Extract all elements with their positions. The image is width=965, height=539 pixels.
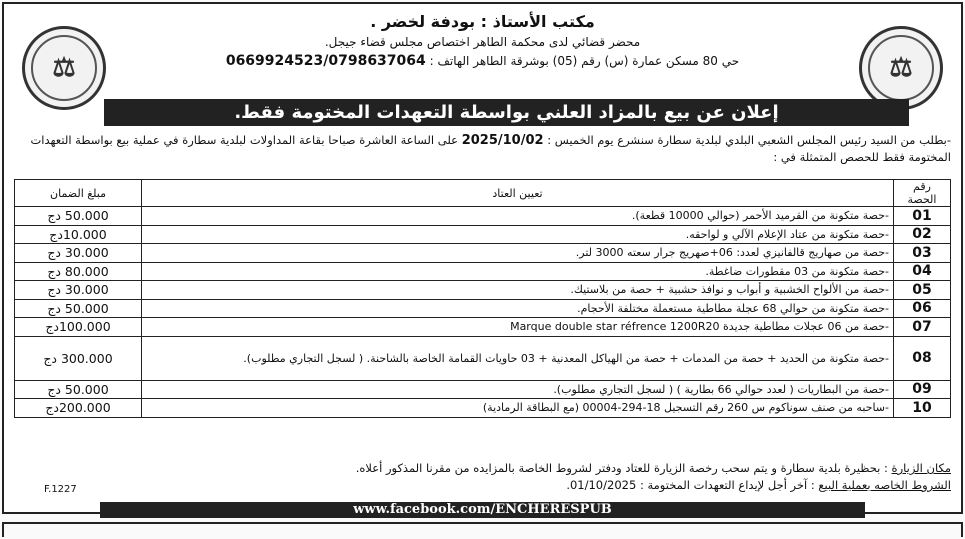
lot-number: 01	[894, 207, 951, 226]
lot-description: -حصة متكونة من الحديد + حصة من المدمات + حصة من الهياكل المعدنية + 03 حاويات القمامة الخاصة بالشاحنة. ( لسجل التجاري مطلوب).	[142, 336, 894, 380]
table-row	[15, 336, 951, 380]
office-name: مكتب الأستاذ : بودفة لخضر .	[370, 12, 595, 31]
bailiff-seal-left	[22, 26, 106, 110]
address-text: حي 80 مسكن عمارة (س) رقم (05) بوشرقة الطاهر الهاتف :	[429, 54, 740, 68]
lot-number: 09	[894, 380, 951, 399]
lot-description: -حصة من صهاريج قالفانيزي لعدد: 06+صهريج جرار سعته 3000 لتر.	[142, 244, 894, 263]
scales-of-justice-icon: ⚖	[31, 35, 97, 101]
lot-number: 05	[894, 281, 951, 300]
office-subtitle: محضر قضائي لدى محكمة الطاهر اختصاص مجلس قضاء جيجل.	[324, 35, 641, 49]
lot-description: -حصة من الألواح الخشبية و أبواب و نوافذ حشبية + حصة من بلاستيك.	[142, 281, 894, 300]
guarantee-amount: 50.000 دج	[15, 299, 142, 318]
announcement-page	[2, 2, 963, 514]
lot-description: -حصة متكونة من عتاد الإعلام الآلي و لواحقه.	[142, 225, 894, 244]
office-address	[114, 53, 851, 69]
table-header-row	[15, 180, 951, 207]
scales-of-justice-icon: ⚖	[868, 35, 934, 101]
visit-text: : بحظيرة بلدية سطارة و يتم سحب رخصة الزيارة للعتاد ودفتر لشروط الخاصة بالمزايده من مقرنا المذكور أعلاه.	[355, 461, 888, 475]
guarantee-amount: 200.000دج	[15, 399, 142, 418]
lot-number: 02	[894, 225, 951, 244]
lot-description: -حصة متكونة من القرميد الأحمر (حوالي 10000 قطعة).	[142, 207, 894, 226]
auction-date: 2025/10/02	[461, 133, 544, 148]
lot-number: 03	[894, 244, 951, 263]
lot-description: -حصة من 06 عجلات مطاطية جديدة Marque double star réfrence 1200R20	[142, 318, 894, 337]
intro-paragraph	[14, 132, 951, 166]
lot-description: -حصة متكونة من حوالي 68 عجلة مطاطية مستعملة مختلفة الأحجام.	[142, 299, 894, 318]
guarantee-amount: 10.000دج	[15, 225, 142, 244]
next-notice-border	[2, 522, 963, 537]
table-row	[15, 380, 951, 399]
guarantee-amount: 30.000 دج	[15, 281, 142, 300]
guarantee-amount: 50.000 دج	[15, 207, 142, 226]
guarantee-amount: 30.000 دج	[15, 244, 142, 263]
office-header	[114, 10, 851, 69]
visit-location-line	[14, 460, 951, 477]
table-row	[15, 262, 951, 281]
table-row	[15, 207, 951, 226]
table-row	[15, 244, 951, 263]
guarantee-amount: 300.000 دج	[15, 336, 142, 380]
table-row	[15, 299, 951, 318]
website-link[interactable]: www.facebook.com/ENCHERESPUB	[100, 502, 865, 518]
lot-description: -ساحبه من صنف سوناكوم س 260 رقم التسجيل 18-294-00004 (مع البطاقة الرمادية)	[142, 399, 894, 418]
lot-number: 06	[894, 299, 951, 318]
table-row	[15, 399, 951, 418]
lot-number: 04	[894, 262, 951, 281]
auction-banner: إعلان عن بيع بالمزاد العلني بواسطة التعهدات المختومة فقط.	[104, 99, 909, 126]
lot-description: -حصة متكونة من 03 مقطورات ضاغطة.	[142, 262, 894, 281]
phone-numbers: 0669924523/0798637064	[225, 53, 426, 69]
intro-part1: -بطلب من السيد رئيس المجلس الشعبي البلدي لبلدية سطارة سنشرع يوم الخميس :	[547, 133, 951, 147]
table-row	[15, 281, 951, 300]
lots-table	[14, 179, 951, 418]
guarantee-amount: 100.000دج	[15, 318, 142, 337]
guarantee-amount: 80.000 دج	[15, 262, 142, 281]
intro-part2: على الساعة العاشرة صباحا بقاعة المداولات لبلدية سطارة في عملية بيع بواسطة التعهدات المختومة فقط للحصص المتمثلة في :	[30, 133, 951, 164]
conditions-line	[14, 477, 951, 494]
lot-description: -حصة من البطاريات ( لعدد حوالي 66 بطارية ) ( لسجل التجاري مطلوب).	[142, 380, 894, 399]
table-row	[15, 225, 951, 244]
conditions-label: الشروط الخاصه بعملية البيع	[818, 478, 951, 492]
header-lot-number: رقم الحصة	[894, 180, 951, 207]
header-description: تعيين العتاد	[142, 180, 894, 207]
lot-number: 07	[894, 318, 951, 337]
guarantee-amount: 50.000 دج	[15, 380, 142, 399]
header-guarantee-amount: مبلغ الضمان	[15, 180, 142, 207]
submission-deadline: 01/10/2025.	[566, 478, 637, 492]
footer-notes	[14, 460, 951, 494]
table-row	[15, 318, 951, 337]
visit-label: مكان الزيارة	[891, 461, 951, 475]
reference-code: F.1227	[44, 484, 77, 495]
conditions-text: : آخر أجل لإيداع التعهدات المختومة :	[639, 478, 815, 492]
lot-number: 08	[894, 336, 951, 380]
bailiff-seal-right	[859, 26, 943, 110]
lot-number: 10	[894, 399, 951, 418]
